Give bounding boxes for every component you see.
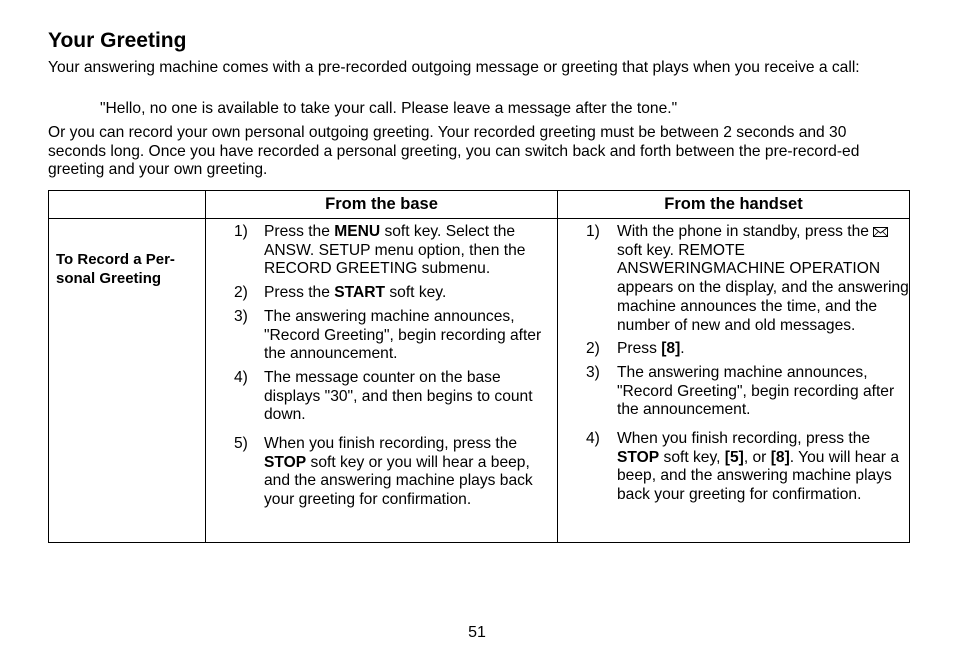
base-steps-cell <box>206 219 558 543</box>
stop-key-label: STOP <box>264 453 307 471</box>
handset-steps-list <box>558 223 909 505</box>
base-step-2: 2) Press the START soft key. <box>234 284 447 302</box>
header-from-base: From the base <box>206 191 558 219</box>
row-label-line-1: To Record a Per- <box>56 251 175 268</box>
row-label-record-greeting <box>49 219 206 543</box>
stop-key-label: STOP <box>617 448 660 466</box>
key-8-label: [8] <box>661 340 681 358</box>
record-greeting-table <box>48 190 910 543</box>
handset-step-4: 4) When you finish recording, press the STOP soft key, [5], or [8]. You will hear a beep, and the answering machine plays back your greeting for confirmation. <box>586 430 899 504</box>
base-step-4: 4) The message counter on the base displays "30", and then begins to count down. <box>234 368 533 424</box>
page-title: Your Greeting <box>48 29 187 52</box>
mail-envelope-icon <box>873 224 888 234</box>
start-key-label: START <box>334 284 386 302</box>
menu-key-label: MENU <box>334 223 381 240</box>
page-number: 51 <box>468 624 486 641</box>
key-8-label: [8] <box>770 448 790 466</box>
base-steps-list <box>206 223 557 510</box>
header-empty-cell <box>49 191 206 219</box>
base-step-1: 1) Press the MENU soft key. Select the ANSW. SETUP menu option, then the RECORD GREETING submenu. <box>234 223 526 278</box>
personal-greeting-paragraph: Or you can record your own personal outgoing greeting. Your recorded greeting must be between 2 seconds and 30 seconds long. Once you have recorded a personal greeting, you can switch back and forth between the pre-record-ed greeting and your own greeting. <box>48 124 860 179</box>
table-row <box>49 219 910 543</box>
key-5-label: [5] <box>724 448 744 466</box>
base-step-5: 5) When you finish recording, press the STOP soft key or you will hear a beep, and the answering machine plays back your greeting for confirmation. <box>234 435 533 509</box>
handset-step-2: 2) Press [8]. <box>586 340 685 358</box>
header-from-handset: From the handset <box>558 191 910 219</box>
base-step-3: 3) The answering machine announces, "Record Greeting", begin recording after the announcement. <box>234 307 542 363</box>
table-header-row <box>49 191 910 219</box>
handset-steps-cell <box>558 219 910 543</box>
intro-paragraph: Your answering machine comes with a pre-recorded outgoing message or greeting that plays when you receive a call: <box>48 59 860 76</box>
greeting-quote: "Hello, no one is available to take your call. Please leave a message after the tone." <box>100 100 678 117</box>
handset-step-1: 1) With the phone in standby, press the soft key. REMOTE ANSWERINGMACHINE OPERATION appears on the display, and the answering machine announces the time, and the number of new and old messages. <box>586 223 909 334</box>
row-label-line-2: sonal Greeting <box>56 269 162 287</box>
handset-step-3: 3) The answering machine announces, "Record Greeting", begin recording after the announcement. <box>586 363 895 419</box>
